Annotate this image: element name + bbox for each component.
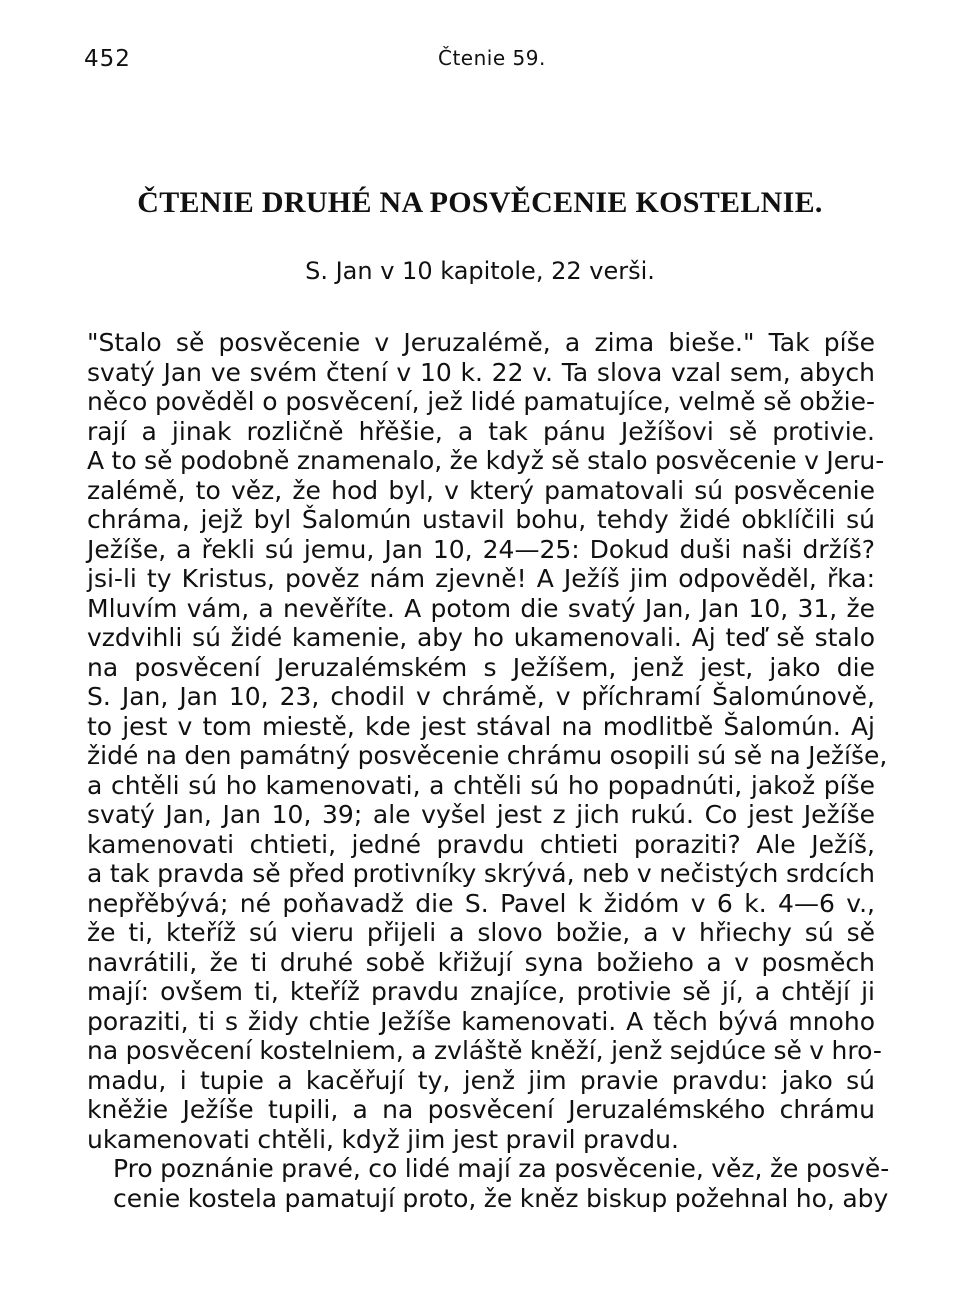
text-line: zalémě, to věz, že hod byl, v který pamatovali sú posvěcenie — [87, 475, 875, 505]
text-line: že ti, kteříž sú vieru přijeli a slovo božie, a v hřiechy sú sě — [87, 918, 875, 947]
text-line: madu, i tupie a kacěřují ty, jenž jim pravie pravdu: jako sú — [87, 1065, 875, 1095]
text-line: to jest v tom miestě, kde jest stával na modlitbě Šalomún. Aj — [87, 711, 875, 741]
page-number: 452 — [84, 46, 131, 72]
text-line: vzdvihli sú židé kamenie, aby ho ukamenovali. Aj teď sě stalo — [87, 623, 875, 652]
text-line: "Stalo sě posvěcenie v Jeruzalémě, a zima bieše." Tak píše — [87, 328, 875, 357]
text-line: rají a jinak rozličně hřěšie, a tak pánu Ježíšovi sě protivie. — [87, 416, 875, 446]
text-line: poraziti, ti s židy chtie Ježíše kamenovati. A těch bývá mnoho — [87, 1006, 875, 1036]
text-line: nepřěbývá; né poňavadž die S. Pavel k židóm v 6 k. 4—6 v., — [87, 888, 875, 918]
text-line: něco pověděl o posvěcení, jež lidé pamatujíce, velmě sě obžie- — [87, 387, 875, 416]
text-line: navrátili, že ti druhé sobě křižují syna božieho a v posměch — [87, 947, 875, 977]
paragraph-2 — [87, 1154, 890, 1213]
text-line: jsi-li ty Kristus, pověz nám zjevně! A Ježíš jim odpověděl, řka: — [87, 564, 875, 593]
running-head: Čtenie 59. — [438, 46, 546, 70]
text-line: cenie kostela pamatují proto, že kněz biskup požehnal ho, aby — [113, 1183, 889, 1213]
text-line: kněžie Ježíše tupili, a na posvěcení Jeruzalémského chrámu — [87, 1095, 875, 1124]
text-line: svatý Jan, Jan 10, 39; ale vyšel jest z jich rukú. Co jest Ježíše — [87, 800, 875, 829]
text-line: Pro poznánie pravé, co lidé mají za posvěcenie, věz, že posvě- — [113, 1154, 890, 1183]
text-line: svatý Jan ve svém čtení v 10 k. 22 v. Ta slova vzal sem, abych — [87, 357, 875, 387]
text-line: ukamenovati chtěli, když jim jest pravil pravdu. — [87, 1124, 679, 1154]
body-text — [87, 328, 890, 1213]
paragraph-1 — [87, 328, 888, 1154]
text-line: židé na den památný posvěcenie chrámu osopili sú sě na Ježíše, — [87, 741, 888, 770]
text-line: chráma, jejž byl Šalomún ustavil bohu, tehdy židé obklíčili sú — [87, 505, 875, 534]
text-line: Mluvím vám, a nevěříte. A potom die svatý Jan, Jan 10, 31, že — [87, 593, 875, 623]
text-line: a tak pravda sě před protivníky skrývá, neb v nečistých srdcích — [87, 859, 875, 888]
text-line: a chtěli sú ho kamenovati, a chtěli sú ho popadnúti, jakož píše — [87, 770, 875, 800]
chapter-title: ČTENIE DRUHÉ NA POSVĚCENIE KOSTELNIE. — [137, 186, 823, 219]
text-line: kamenovati chtieti, jedné pravdu chtieti poraziti? Ale Ježíš, — [87, 829, 875, 859]
text-line: S. Jan, Jan 10, 23, chodil v chrámě, v příchramí Šalomúnově, — [87, 682, 875, 711]
text-line: A to sě podobně znamenalo, že když sě stalo posvěcenie v Jeru- — [87, 446, 885, 475]
text-line: na posvěcení Jeruzalémském s Ježíšem, jenž jest, jako die — [87, 652, 875, 682]
text-line: mají: ovšem ti, kteříž pravdu znajíce, protivie sě jí, a chtějí ji — [87, 977, 875, 1006]
text-line: na posvěcení kostelniem, a zvláště kněží, jenž sejdúce sě v hro- — [87, 1036, 882, 1065]
scripture-reference: S. Jan v 10 kapitole, 22 verši. — [305, 257, 655, 285]
text-line: Ježíše, a řekli sú jemu, Jan 10, 24—25: Dokud duši naši držíš? — [87, 534, 875, 564]
